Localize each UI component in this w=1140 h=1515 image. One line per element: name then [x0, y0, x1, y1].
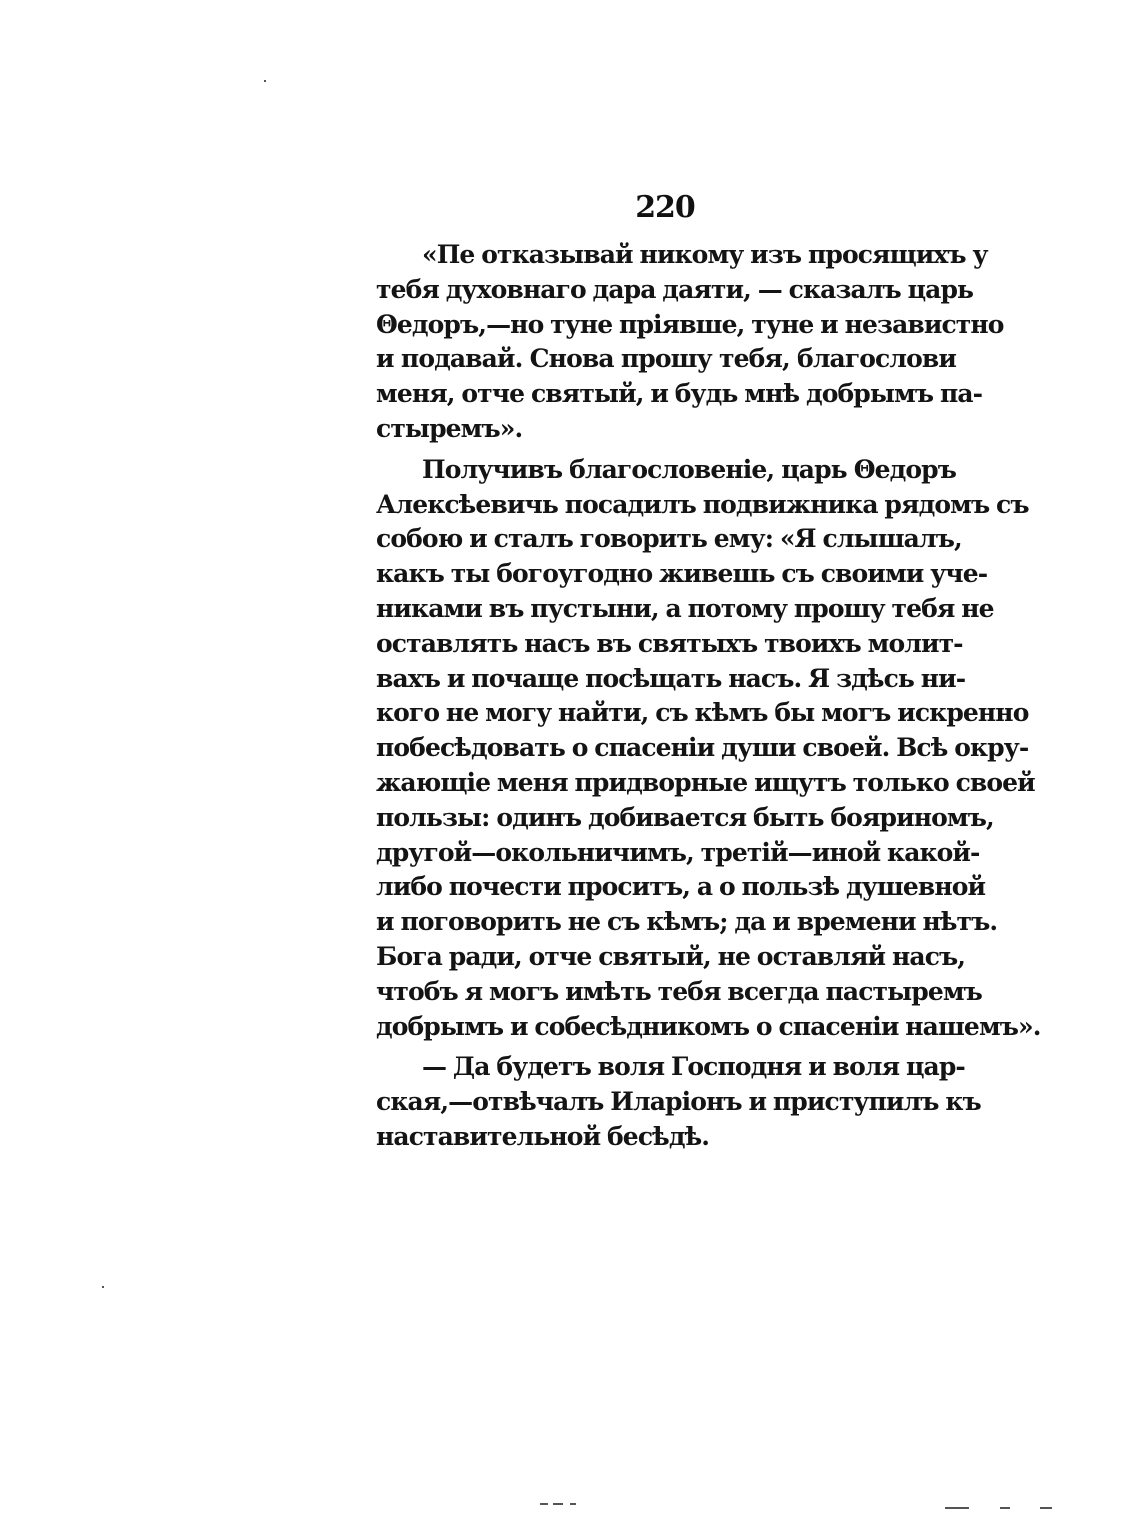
text-line: тебя духовнаго дара даяти, — сказалъ царь	[376, 274, 974, 304]
paragraph-1	[376, 238, 1004, 447]
text-line: другой—окольничимъ, третій—иной какой-	[376, 837, 980, 867]
text-line: какъ ты богоугодно живешь съ своими уче-	[376, 559, 988, 589]
text-line: собою и сталъ говорить ему: «Я слышалъ,	[376, 524, 962, 554]
paragraph-3	[376, 1050, 981, 1154]
scan-mark	[102, 1286, 104, 1288]
scan-mark	[1000, 1507, 1010, 1509]
text-line: никами въ пустыни, а потому прошу тебя не	[376, 593, 994, 623]
page-number: 220	[635, 190, 695, 225]
text-line: наставительной бесѣдѣ.	[376, 1121, 710, 1151]
text-line: Получивъ благословеніе, царь Θедоръ	[422, 454, 956, 484]
text-line: и поговорить не съ кѣмъ; да и времени нѣтъ.	[376, 907, 998, 937]
scan-mark	[540, 1503, 548, 1505]
text-line: добрымъ и собесѣдникомъ о спасеніи нашемъ».	[376, 1011, 1041, 1041]
text-line: чтобъ я могъ имѣть тебя всегда пастыремъ	[376, 976, 982, 1006]
text-line: — Да будетъ воля Господня и воля цар-	[422, 1052, 965, 1082]
scan-mark	[553, 1503, 563, 1505]
text-line: побесѣдовать о спасеніи души своей. Всѣ окру-	[376, 733, 1029, 763]
scan-mark	[945, 1507, 969, 1509]
text-line: Алексѣевичь посадилъ подвижника рядомъ съ	[376, 489, 1029, 519]
text-line: ская,—отвѣчалъ Иларіонъ и приступилъ къ	[376, 1087, 981, 1117]
paragraph-2	[376, 453, 1041, 1045]
text-line: и подавай. Снова прошу тебя, благослови	[376, 344, 956, 374]
text-line: либо почести проситъ, а о пользѣ душевной	[376, 872, 986, 902]
text-line: Бога ради, отче святый, не оставляй насъ,	[376, 941, 966, 971]
scan-mark	[264, 80, 266, 82]
text-line: вахъ и почаще посѣщать насъ. Я здѣсь ни-	[376, 663, 966, 693]
text-line: стыремъ».	[376, 413, 523, 443]
text-line: кого не могу найти, съ кѣмъ бы могъ искренно	[376, 698, 1029, 728]
text-line: пользы: одинъ добивается быть бояриномъ,	[376, 802, 994, 832]
scan-mark	[570, 1503, 576, 1505]
text-line: меня, отче святый, и будь мнѣ добрымъ па-	[376, 379, 983, 409]
text-line: Θедоръ,—но туне пріявше, туне и независтно	[376, 309, 1004, 339]
scan-mark	[1040, 1507, 1052, 1509]
text-line: жающіе меня придворные ищутъ только своей	[376, 767, 1035, 797]
text-line: оставлять насъ въ святыхъ твоихъ молит-	[376, 628, 963, 658]
text-line: «Пе отказывай никому изъ просящихъ у	[422, 240, 988, 269]
body-text	[376, 238, 1041, 1155]
